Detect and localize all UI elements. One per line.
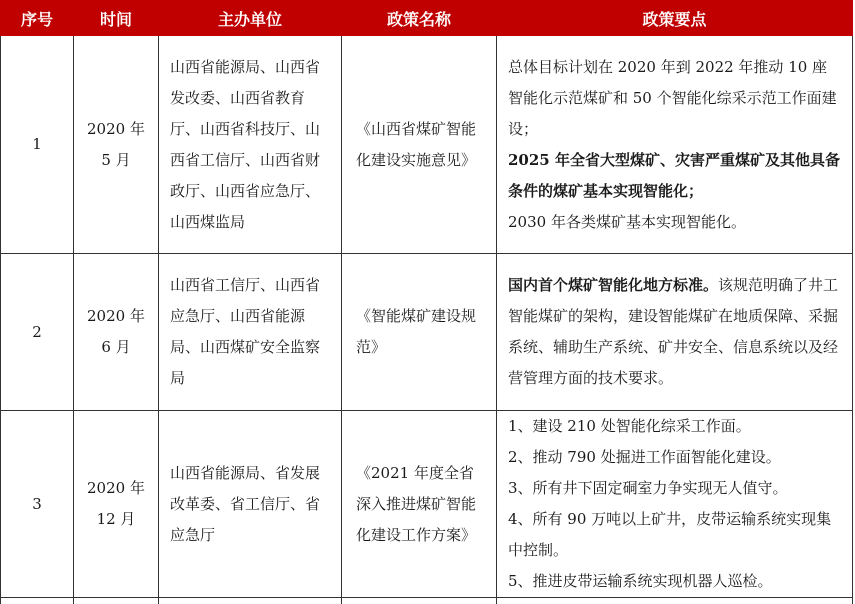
- header-time: 时间: [74, 1, 159, 36]
- point-item: 2、推动 790 处掘进工作面智能化建设。: [508, 448, 781, 466]
- policy-points-cell: [497, 411, 853, 598]
- policy-points-cell: [497, 36, 853, 254]
- time-year: 2020 年: [87, 479, 145, 497]
- seq-cell: 1: [1, 36, 74, 254]
- points-highlight: 国内首个煤矿智能化地方标准。: [508, 276, 719, 294]
- point-item: 4、所有 90 万吨以上矿井，皮带运输系统实现集中控制。: [508, 510, 832, 559]
- time-year: 2020 年: [87, 307, 145, 325]
- org-cell: 山西省能源局、山西省发改委、山西省教育厅、山西省科技厅、山西省工信厅、山西省财政厅、山西省应急厅、山西煤监局: [159, 36, 342, 254]
- time-cell: [74, 254, 159, 411]
- time-cell: [74, 36, 159, 254]
- org-cell: 山西省能源局、省发展改革委、省工信厅、省应急厅: [159, 411, 342, 598]
- header-org: 主办单位: [159, 1, 342, 36]
- policy-points-cell: [497, 254, 853, 411]
- table-row: [1, 254, 853, 411]
- policy-name-cell: 《智能煤矿建设规范》: [342, 254, 497, 411]
- time-year: 2020 年: [87, 119, 145, 138]
- seq-cell: 2: [1, 254, 74, 411]
- header-policy-name: 政策名称: [342, 1, 497, 36]
- time-month: 12 月: [96, 510, 136, 528]
- header-row: [1, 1, 853, 36]
- points-2025: 2025 年全省大型煤矿、灾害严重煤矿及其他具备条件的煤矿基本实现智能化；: [508, 150, 840, 200]
- policy-name-cell: 《2021 年度全省深入推进煤矿智能化建设工作方案》: [342, 411, 497, 598]
- point-item: 5、推进皮带运输系统实现机器人巡检。: [508, 572, 773, 590]
- org-cell: 山西省工信厅、山西省应急厅、山西省能源局、山西煤矿安全监察局: [159, 254, 342, 411]
- policy-name-cell: 《山西省煤矿智能化建设实施意见》: [342, 36, 497, 254]
- header-seq: 序号: [1, 1, 74, 36]
- points-target: 总体目标计划在 2020 年到 2022 年推动 10 座智能化示范煤矿和 50 个智能化综采示范工作面建设；: [508, 57, 837, 138]
- points-detail: 该规范明确了井工智能煤矿的架构，建设智能煤矿在地质保障、采掘系统、辅助生产系统、矿井安全、信息系统以及经营管理方面的技术要求。: [508, 276, 839, 387]
- time-cell: [74, 411, 159, 598]
- table-row: [1, 411, 853, 598]
- seq-cell: 3: [1, 411, 74, 598]
- points-2030: 2030 年各类煤矿基本实现智能化。: [508, 212, 746, 231]
- header-policy-points: 政策要点: [497, 1, 853, 36]
- point-item: 1、建设 210 处智能化综采工作面。: [508, 417, 751, 435]
- table-row: [1, 36, 853, 254]
- time-month: 5 月: [101, 150, 131, 169]
- point-item: 3、所有井下固定硐室力争实现无人值守。: [508, 479, 788, 497]
- time-month: 6 月: [101, 338, 131, 356]
